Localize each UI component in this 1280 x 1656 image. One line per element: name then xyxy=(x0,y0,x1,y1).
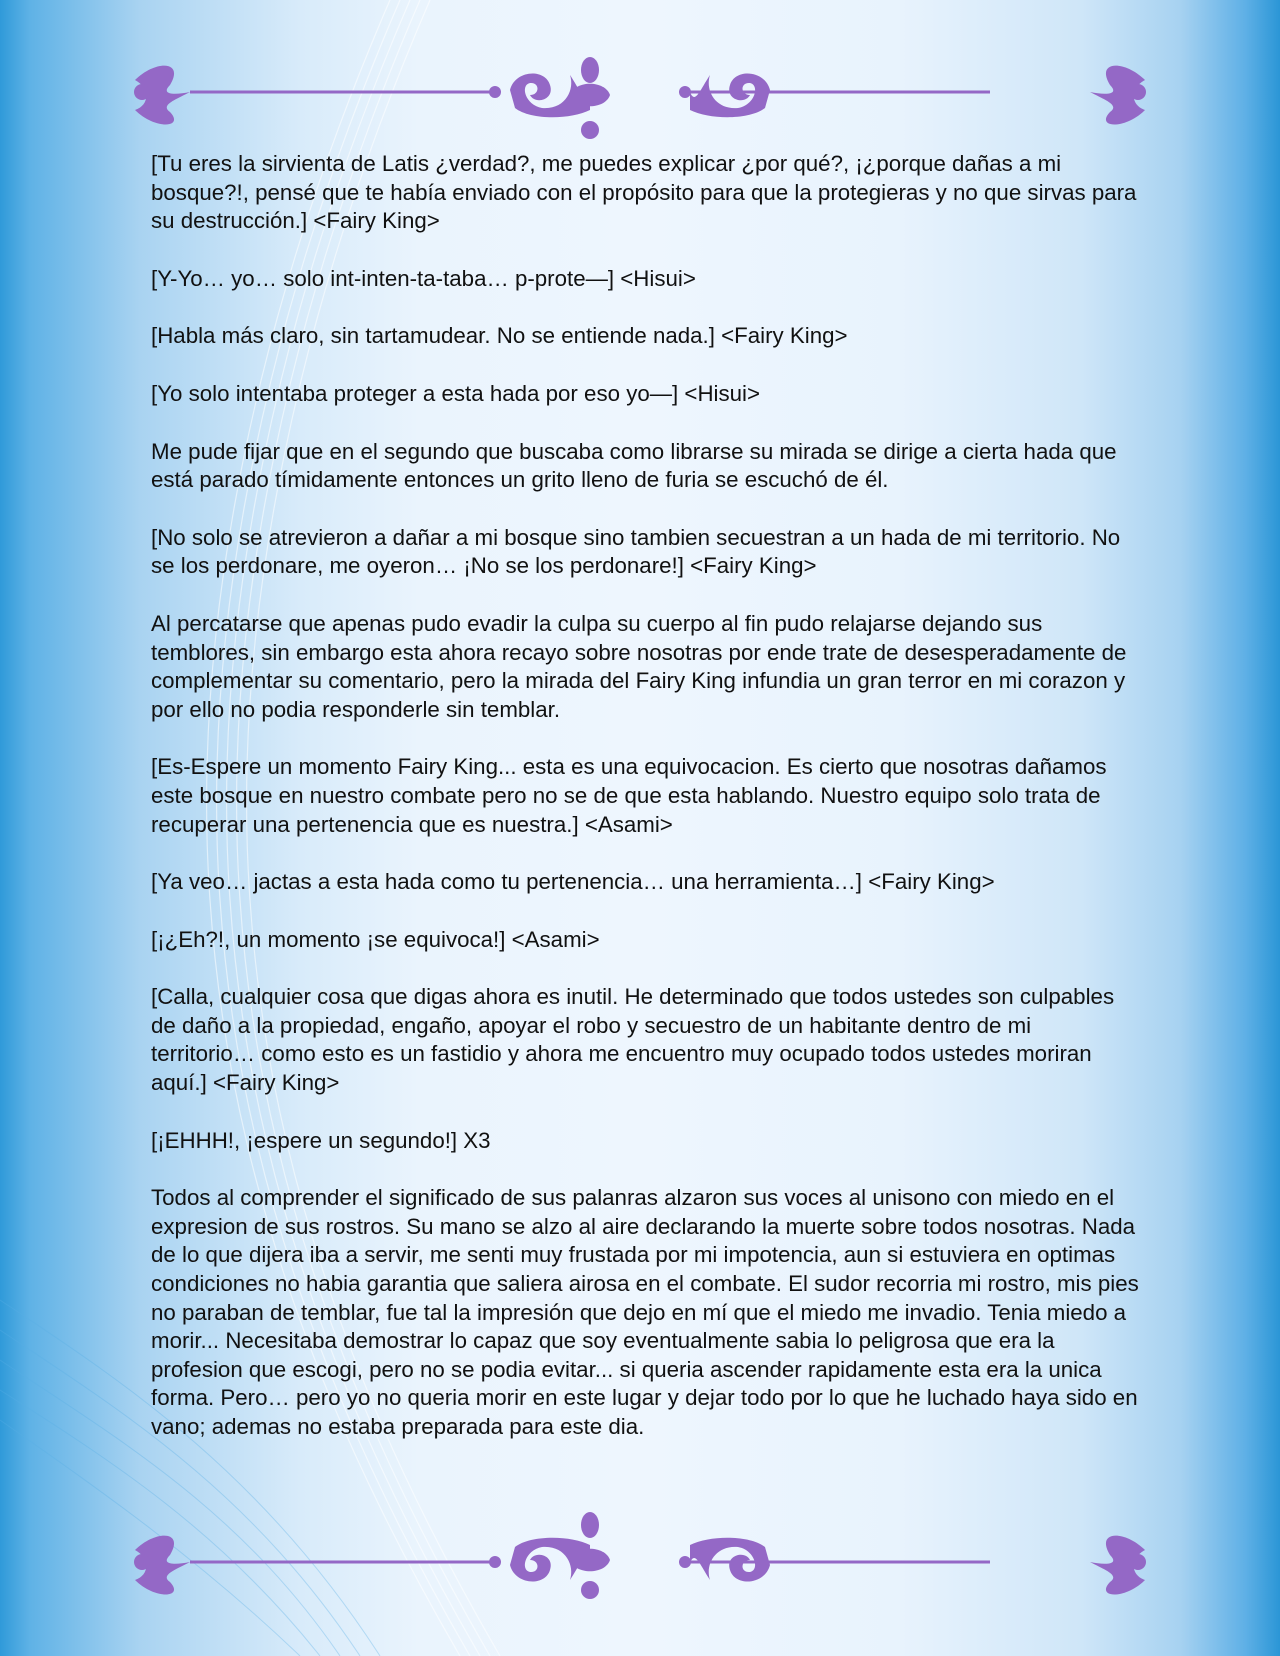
paragraph: [Calla, cualquier cosa que digas ahora es inutil. He determinado que todos ustedes son culpables de daño a la propiedad, engaño, apoyar el robo y secuestro de un habitante dentro de mi territorio… como esto es un fastidio y ahora me encuentro muy ocupado todos ustedes moriran aquí.] <Fairy King> xyxy=(151,984,1115,1096)
bottom-ornament xyxy=(130,1505,1150,1605)
paragraph: [Habla más claro, sin tartamudear. No se entiende nada.] <Fairy King> xyxy=(151,323,848,349)
paragraph: [Y-Yo… yo… solo int-inten-ta-taba… p-prote—] <Hisui> xyxy=(151,265,696,291)
paragraph: [Ya veo… jactas a esta hada como tu pertenencia… una herramienta…] <Fairy King> xyxy=(151,869,995,895)
paragraph: [Es-Espere un momento Fairy King... esta es una equivocacion. Es cierto que nosotras dañamos este bosque en nuestro combate pero no se de que esta hablando. Nuestro equipo solo trata de recuperar una pertenencia que es nuestra.] <Asami> xyxy=(151,754,1107,837)
paragraph: [¡¿Eh?!, un momento ¡se equivoca!] <Asami> xyxy=(151,926,600,952)
paragraph: Todos al comprender el significado de sus palanras alzaron sus voces al unisono con miedo en el expresion de sus rostros. Su mano se alzo al aire declarando la muerte sobre todos nosotras. Nada de lo que dijera iba a servir, me senti muy frustada por mi impotencia, aun si estuviera en optimas condiciones no habia garantia que saliera airosa en el combate. El sudor recorria mi rostro, mis pies no paraban de temblar, fue tal la impresión que dejo en mí que el miedo me invadio. Tenia miedo a morir... Necesitaba demostrar lo capaz que soy eventualmente sabia lo peligrosa que era la profesion que escogi, pero no se podia evitar... si queria ascender rapidamente esta era la unica forma. Pero… pero yo no queria morir en este lugar y dejar todo por lo que he luchado haya sido en vano; ademas no estaba preparada para este dia. xyxy=(151,1185,1139,1439)
top-ornament xyxy=(130,50,1150,150)
paragraph: [¡EHHH!, ¡espere un segundo!] X3 xyxy=(151,1127,491,1153)
paragraph: Me pude fijar que en el segundo que buscaba como librarse su mirada se dirige a cierta hada que está parado tímidamente entonces un grito lleno de furia se escuchó de él. xyxy=(151,438,1117,493)
paragraph: [Yo solo intentaba proteger a esta hada por eso yo—] <Hisui> xyxy=(151,380,761,406)
paragraph: [No solo se atrevieron a dañar a mi bosque sino tambien secuestran a un hada de mi territorio. No se los perdonare, me oyeron… ¡No se los perdonare!] <Fairy King> xyxy=(151,524,1121,579)
paragraph: Al percatarse que apenas pudo evadir la culpa su cuerpo al fin pudo relajarse dejando sus temblores, sin embargo esta ahora recayo sobre nosotras por ende trate de desesperadamente de complementar su comentario, pero la mirada del Fairy King infundia un gran terror en mi corazon y por ello no podia responderle sin temblar. xyxy=(151,610,1127,722)
document-body xyxy=(151,150,1141,1471)
paragraph: [Tu eres la sirvienta de Latis ¿verdad?, me puedes explicar ¿por qué?, ¡¿porque dañas a mi bosque?!, pensé que te había enviado con el propósito para que la protegieras y no que sirvas para su destrucción.] <Fairy King> xyxy=(151,151,1137,234)
